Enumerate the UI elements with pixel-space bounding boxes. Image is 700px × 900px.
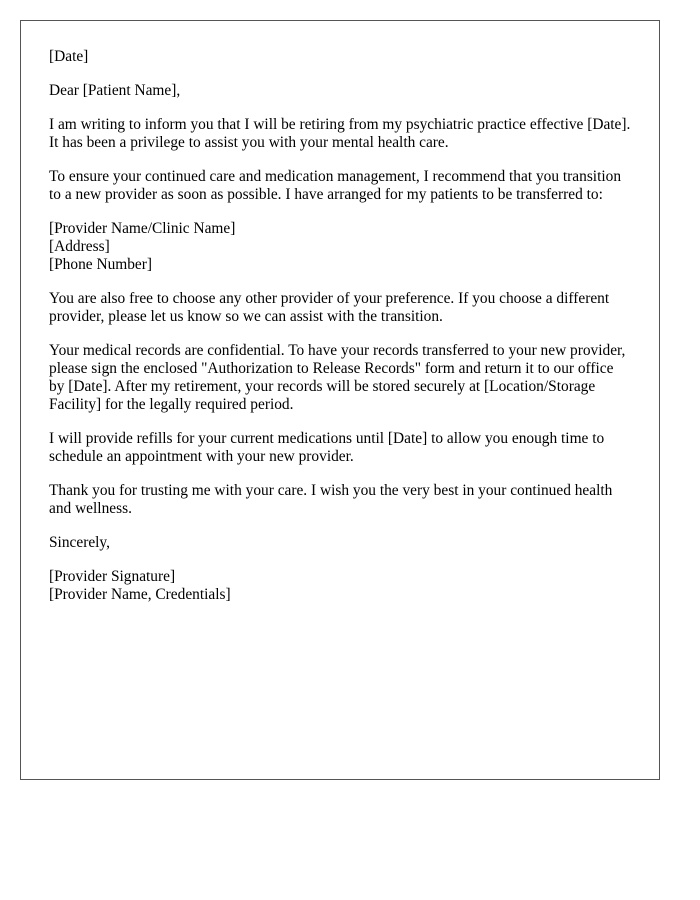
paragraph-records: Your medical records are confidential. To have your records transferred to your new provider, please sign the enclosed "Authorization to Release Records" form and return it to our office by [Date]. After my retirement, your records will be stored securely at [Location/Storage Facility] for the legally required period. xyxy=(49,342,626,413)
signature-block xyxy=(49,568,631,604)
paragraph-transition: To ensure your continued care and medication management, I recommend that you transition to a new provider as soon as possible. I have arranged for my patients to be transferred to: xyxy=(49,168,622,203)
letter-page xyxy=(20,20,660,780)
provider-signature: [Provider Signature] xyxy=(49,568,176,585)
letter-date: [Date] xyxy=(49,48,89,65)
paragraph-refills: I will provide refills for your current medications until [Date] to allow you enough time to schedule an appointment with your new provider. xyxy=(49,430,605,465)
new-provider-name: [Provider Name/Clinic Name] xyxy=(49,220,236,237)
new-provider-address: [Address] xyxy=(49,238,110,255)
new-provider-block xyxy=(49,220,631,274)
new-provider-phone: [Phone Number] xyxy=(49,256,153,273)
paragraph-intro: I am writing to inform you that I will be retiring from my psychiatric practice effective [Date]. It has been a privilege to assist you with your mental health care. xyxy=(49,116,631,151)
paragraph-thanks: Thank you for trusting me with your care. I wish you the very best in your continued health and wellness. xyxy=(49,482,613,517)
salutation: Dear [Patient Name], xyxy=(49,82,181,99)
paragraph-choice: You are also free to choose any other provider of your preference. If you choose a different provider, please let us know so we can assist with the transition. xyxy=(49,290,610,325)
closing: Sincerely, xyxy=(49,534,110,551)
provider-name-credentials: [Provider Name, Credentials] xyxy=(49,586,231,603)
